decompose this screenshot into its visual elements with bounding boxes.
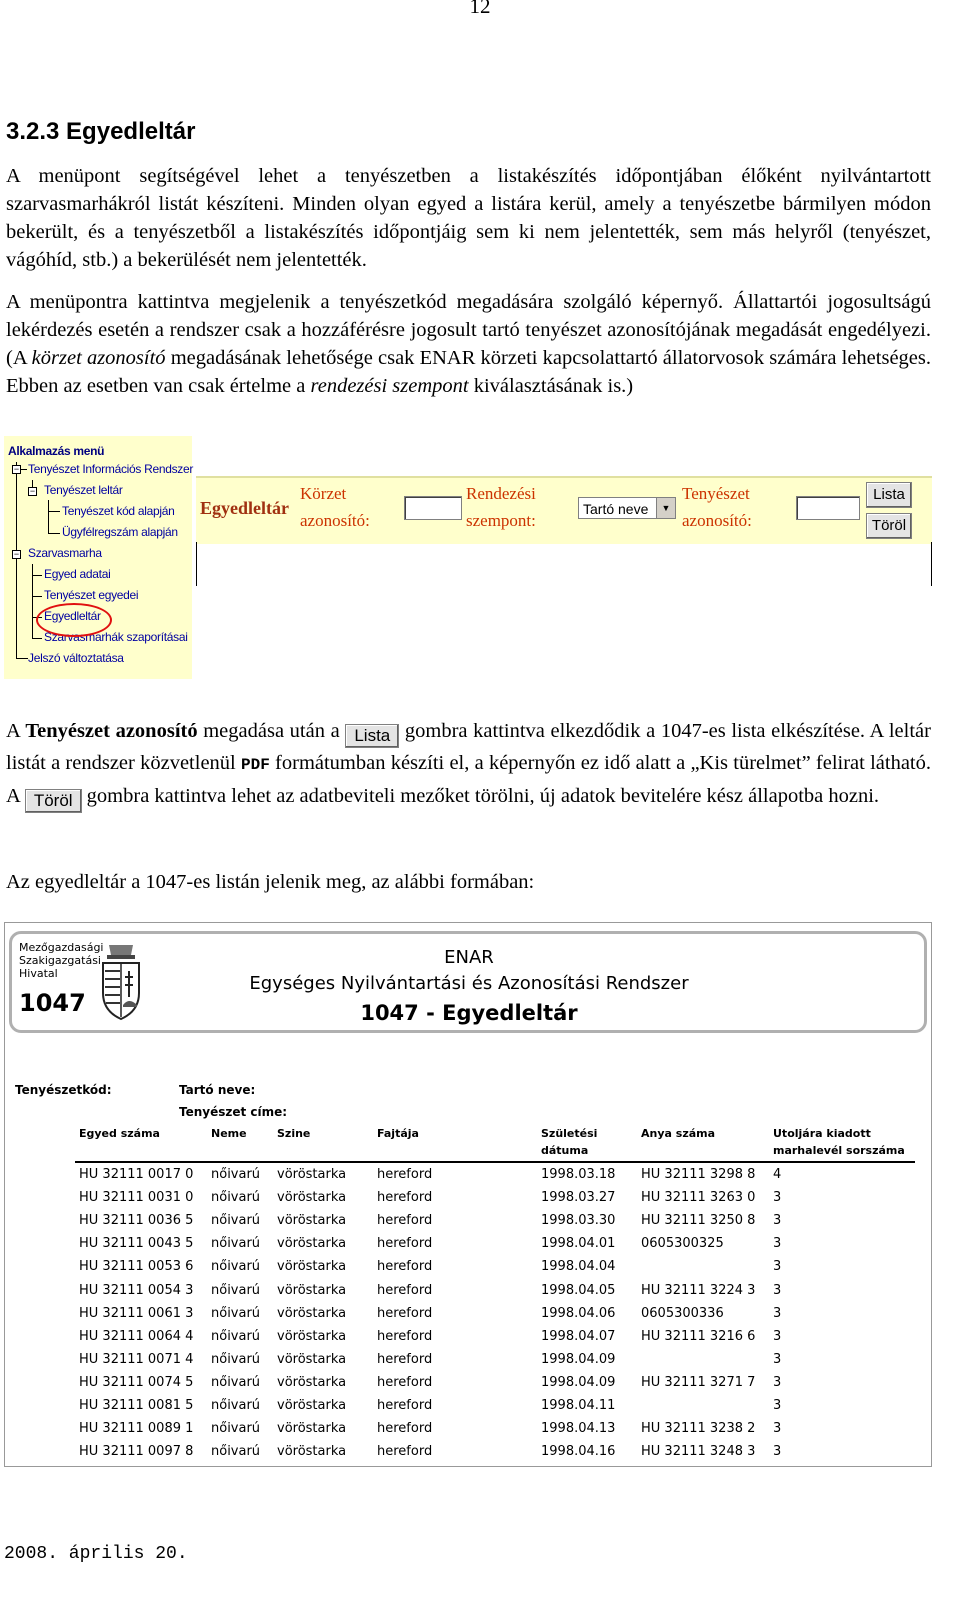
- cell-szine: vöröstarka: [277, 1282, 347, 1298]
- cell-szine: vöröstarka: [277, 1236, 347, 1252]
- para3-text-5: gombra kattintva lehet az adatbeviteli mezőket törölni, új adatok bevitelére kész állapotba hozni.: [81, 785, 880, 807]
- para2-text-2: megadásának lehetősége csak ENAR körzeti kapcsolattartó állatorvosok számára lehetséges. Ebben az esetben van csak értelme a: [6, 347, 931, 397]
- cell-marhalevel: 3: [773, 1282, 782, 1298]
- cell-egyed-szama: HU 32111 0074 5: [79, 1374, 194, 1390]
- cell-marhalevel: 4: [773, 1167, 782, 1182]
- cell-szine: vöröstarka: [277, 1305, 347, 1321]
- cell-szine: vöröstarka: [277, 1351, 347, 1367]
- cell-fajtaja: hereford: [377, 1351, 433, 1367]
- korzet-label-2: azonosító:: [300, 511, 370, 530]
- cell-szine: vöröstarka: [277, 1328, 347, 1344]
- menu-item-egyed-adatai[interactable]: Egyed adatai: [44, 567, 111, 581]
- korzet-input[interactable]: [404, 496, 462, 520]
- cell-egyed-szama: HU 32111 0081 5: [79, 1398, 194, 1413]
- para3-text-4: formátumban készíti el, a képernyőn ez idő alatt a „Kis türelmet” felirat látható. A: [6, 752, 931, 807]
- page-number: 12: [469, 0, 491, 18]
- inline-lista-button: Lista: [345, 724, 399, 748]
- para2-em-rendezesi: rendezési szempont: [310, 375, 469, 397]
- menu-title: Alkalmazás menü: [8, 444, 105, 458]
- cell-szine: vöröstarka: [277, 1374, 347, 1390]
- cell-fajtaja: hereford: [377, 1259, 433, 1275]
- form-title: Egyedleltár: [200, 498, 289, 518]
- cell-fajtaja: hereford: [377, 1398, 433, 1413]
- para3-text-1: A: [6, 720, 26, 742]
- menu-item-jelszo[interactable]: Jelszó változtatása: [28, 651, 124, 665]
- cell-marhalevel: 3: [773, 1328, 782, 1344]
- cell-szuletesi-datum: 1998.04.09: [541, 1374, 616, 1390]
- cell-marhalevel: 3: [773, 1351, 782, 1367]
- cell-neme: nőivarú: [211, 1190, 261, 1206]
- cell-egyed-szama: HU 32111 0097 8: [79, 1444, 194, 1460]
- cell-neme: nőivarú: [211, 1259, 261, 1275]
- col-egyed-szama: Egyed száma: [79, 1127, 160, 1140]
- cell-szuletesi-datum: 1998.04.06: [541, 1305, 616, 1321]
- cell-szuletesi-datum: 1998.04.05: [541, 1282, 616, 1298]
- cell-szuletesi-datum: 1998.03.18: [541, 1167, 616, 1182]
- inline-torol-button: Töröl: [25, 789, 82, 813]
- label-tarto-neve: Tartó neve:: [179, 1083, 256, 1097]
- cell-anya-szama: HU 32111 3298 8: [641, 1167, 756, 1182]
- menu-item-tir[interactable]: Tenyészet Információs Rendszer: [28, 462, 194, 476]
- cell-egyed-szama: HU 32111 0031 0: [79, 1190, 194, 1206]
- sort-select-value: Tartó neve: [583, 501, 649, 517]
- cell-marhalevel: 3: [773, 1213, 782, 1229]
- cell-szine: vöröstarka: [277, 1421, 347, 1437]
- collapse-icon[interactable]: −: [13, 549, 20, 559]
- intro-paragraph: [6, 162, 931, 274]
- cell-szine: vöröstarka: [277, 1167, 347, 1182]
- para3-text-3: gombra kattintva elkezdődik a 1047-es lista elkészítése. A leltár listát a rendszer közvetlenül: [6, 720, 931, 774]
- cell-anya-szama: HU 32111 3263 0: [641, 1190, 756, 1206]
- cell-marhalevel: 3: [773, 1398, 782, 1413]
- para2-text-1: A menüpontra kattintva megjelenik a tenyészetkód megadására szolgáló képernyő. Állattartói jogosultságú lekérdezés esetén a rendszer csak a hozzáférésre jogosult tartó tenyészet azonosítójának megadását engedélyezi. (A: [6, 291, 931, 369]
- cell-egyed-szama: HU 32111 0071 4: [79, 1351, 194, 1367]
- tenyeszet-label-2: azonosító:: [682, 511, 752, 530]
- cell-szine: vöröstarka: [277, 1398, 347, 1413]
- menu-item-szarvasmarha[interactable]: Szarvasmarha: [28, 546, 102, 560]
- cell-szuletesi-datum: 1998.04.01: [541, 1236, 616, 1252]
- cell-szuletesi-datum: 1998.04.04: [541, 1259, 616, 1275]
- cell-fajtaja: hereford: [377, 1190, 433, 1206]
- cell-anya-szama: HU 32111 3224 3: [641, 1282, 756, 1298]
- report-1047: [4, 922, 932, 1467]
- cell-fajtaja: hereford: [377, 1444, 433, 1460]
- menu-item-szaporitasai[interactable]: Szarvasmarhák szaporításai: [44, 630, 188, 644]
- lista-button[interactable]: Lista: [866, 482, 912, 508]
- cell-marhalevel: 3: [773, 1421, 782, 1437]
- cell-neme: nőivarú: [211, 1236, 261, 1252]
- cell-marhalevel: 3: [773, 1259, 782, 1275]
- footer-date: 2008. április 20.: [4, 1544, 188, 1564]
- cell-fajtaja: hereford: [377, 1421, 433, 1437]
- cell-szuletesi-datum: 1998.04.13: [541, 1421, 616, 1437]
- intro-report-paragraph: [6, 868, 931, 896]
- table-header-rule: [75, 1161, 915, 1163]
- cell-szine: vöröstarka: [277, 1190, 347, 1206]
- label-tenyeszetkod: Tenyészetkód:: [15, 1083, 112, 1097]
- agency-line: Szakigazgatási: [19, 954, 101, 967]
- menu-item-tenyeszet-egyedei[interactable]: Tenyészet egyedei: [44, 588, 139, 602]
- col-szuletesi-datuma: Születési dátuma: [541, 1127, 598, 1157]
- collapse-icon[interactable]: −: [13, 464, 20, 474]
- cell-fajtaja: hereford: [377, 1328, 433, 1344]
- cell-neme: nőivarú: [211, 1167, 261, 1182]
- cell-egyed-szama: HU 32111 0061 3: [79, 1305, 194, 1321]
- chevron-down-icon[interactable]: ▼: [656, 498, 675, 518]
- report-code: 1047: [19, 989, 86, 1017]
- cell-egyed-szama: HU 32111 0017 0: [79, 1167, 194, 1182]
- cell-neme: nőivarú: [211, 1305, 261, 1321]
- rendezesi-label-2: szempont:: [466, 511, 536, 530]
- cell-anya-szama: HU 32111 3216 6: [641, 1328, 756, 1344]
- cell-fajtaja: hereford: [377, 1167, 433, 1182]
- cell-fajtaja: hereford: [377, 1374, 433, 1390]
- agency-line: Hivatal: [19, 967, 58, 980]
- cell-egyed-szama: HU 32111 0053 6: [79, 1259, 194, 1275]
- para4-text: Az egyedleltár a 1047-es listán jelenik meg, az alábbi formában:: [6, 871, 535, 893]
- cell-neme: nőivarú: [211, 1282, 261, 1298]
- cell-marhalevel: 3: [773, 1190, 782, 1206]
- form-border-right: [931, 542, 932, 586]
- cell-szine: vöröstarka: [277, 1259, 347, 1275]
- cell-egyed-szama: HU 32111 0043 5: [79, 1236, 194, 1252]
- cell-egyed-szama: HU 32111 0054 3: [79, 1282, 194, 1298]
- cell-szine: vöröstarka: [277, 1213, 347, 1229]
- cell-szuletesi-datum: 1998.04.11: [541, 1398, 616, 1413]
- cell-egyed-szama: HU 32111 0089 1: [79, 1421, 194, 1437]
- agency-line: Mezőgazdasági: [19, 941, 104, 954]
- col-anya-szama: Anya száma: [641, 1127, 716, 1140]
- cell-anya-szama: HU 32111 3248 3: [641, 1444, 756, 1460]
- para2-em-korzet: körzet azonosító: [31, 347, 166, 369]
- cell-egyed-szama: HU 32111 0036 5: [79, 1213, 194, 1229]
- para3-bold: Tenyészet azonosító: [25, 720, 198, 742]
- cell-anya-szama: HU 32111 3271 7: [641, 1374, 756, 1390]
- cell-neme: nőivarú: [211, 1213, 261, 1229]
- cell-anya-szama: HU 32111 3238 2: [641, 1421, 756, 1437]
- cell-szuletesi-datum: 1998.03.27: [541, 1190, 616, 1206]
- tenyeszet-input[interactable]: [796, 496, 860, 520]
- section-title: 3.2.3 Egyedleltár: [6, 118, 196, 145]
- cell-fajtaja: hereford: [377, 1305, 433, 1321]
- col-marhalevel: Utoljára kiadott marhalevél sorszáma: [773, 1127, 905, 1157]
- menu-tree: [4, 436, 192, 679]
- report-title-full: Egységes Nyilvántartási és Azonosítási Rendszer: [249, 973, 689, 994]
- cell-marhalevel: 3: [773, 1444, 782, 1460]
- intro-text: A menüpont segítségével lehet a tenyészetben a listakészítés időpontjában élőként nyilvántartott szarvasmarhákról listát készíteni. Minden olyan egyed a listára kerül, amely a tenyészetbe bármilyen módon bekerült, és a tenyészetből a listakészítés időpontjáig sem ki nem jelentették, sem más helyről (tenyészet, vágóhíd, stb.) a bekerülését nem jelentették.: [6, 165, 931, 271]
- cell-fajtaja: hereford: [377, 1282, 433, 1298]
- cell-neme: nőivarú: [211, 1398, 261, 1413]
- col-neme: Neme: [211, 1127, 247, 1140]
- report-title-enar: ENAR: [444, 947, 494, 968]
- collapse-icon[interactable]: −: [29, 486, 36, 496]
- cell-fajtaja: hereford: [377, 1236, 433, 1252]
- pdf-label: PDF: [240, 756, 270, 774]
- cell-neme: nőivarú: [211, 1421, 261, 1437]
- cell-szine: vöröstarka: [277, 1444, 347, 1460]
- para2-text-3: kiválasztásának is.): [468, 375, 634, 397]
- cell-szuletesi-datum: 1998.03.30: [541, 1213, 616, 1229]
- sort-select[interactable]: [578, 497, 676, 519]
- menu-item-tenyeszet-kod[interactable]: Tenyészet kód alapján: [62, 504, 175, 518]
- cell-marhalevel: 3: [773, 1236, 782, 1252]
- cell-szuletesi-datum: 1998.04.07: [541, 1328, 616, 1344]
- form-border-left: [196, 542, 197, 586]
- cell-anya-szama: 0605300336: [641, 1305, 724, 1321]
- menu-item-egyedleltar[interactable]: Egyedleltár: [44, 609, 101, 623]
- korzet-label-1: Körzet: [300, 484, 347, 503]
- col-fajtaja: Fajtája: [377, 1127, 419, 1140]
- cell-egyed-szama: HU 32111 0064 4: [79, 1328, 194, 1344]
- menu-item-ugyfelregszam[interactable]: Ügyfélregszám alapján: [62, 525, 178, 539]
- col-szine: Szine: [277, 1127, 311, 1140]
- egyedleltar-form: [196, 476, 932, 586]
- highlight-circle: [36, 603, 112, 637]
- cell-anya-szama: HU 32111 3250 8: [641, 1213, 756, 1229]
- cell-szuletesi-datum: 1998.04.16: [541, 1444, 616, 1460]
- cell-szuletesi-datum: 1998.04.09: [541, 1351, 616, 1367]
- cell-marhalevel: 3: [773, 1305, 782, 1321]
- tenyeszet-label-1: Tenyészet: [682, 484, 750, 503]
- para3-text-2: megadása után a: [197, 720, 346, 742]
- label-tenyeszet-cime: Tenyészet címe:: [179, 1105, 288, 1119]
- report-title-egyedleltar: 1047 - Egyedleltár: [360, 1001, 578, 1025]
- menu-item-tenyeszet-leltar[interactable]: Tenyészet leltár: [44, 483, 123, 497]
- description-paragraph: [6, 288, 931, 400]
- cell-fajtaja: hereford: [377, 1213, 433, 1229]
- cell-anya-szama: 0605300325: [641, 1236, 724, 1252]
- cell-neme: nőivarú: [211, 1374, 261, 1390]
- cell-neme: nőivarú: [211, 1328, 261, 1344]
- cell-neme: nőivarú: [211, 1444, 261, 1460]
- rendezesi-label-1: Rendezési: [466, 484, 536, 503]
- cell-marhalevel: 3: [773, 1374, 782, 1390]
- cell-neme: nőivarú: [211, 1351, 261, 1367]
- usage-paragraph: [6, 716, 931, 813]
- torol-button[interactable]: Töröl: [866, 513, 912, 539]
